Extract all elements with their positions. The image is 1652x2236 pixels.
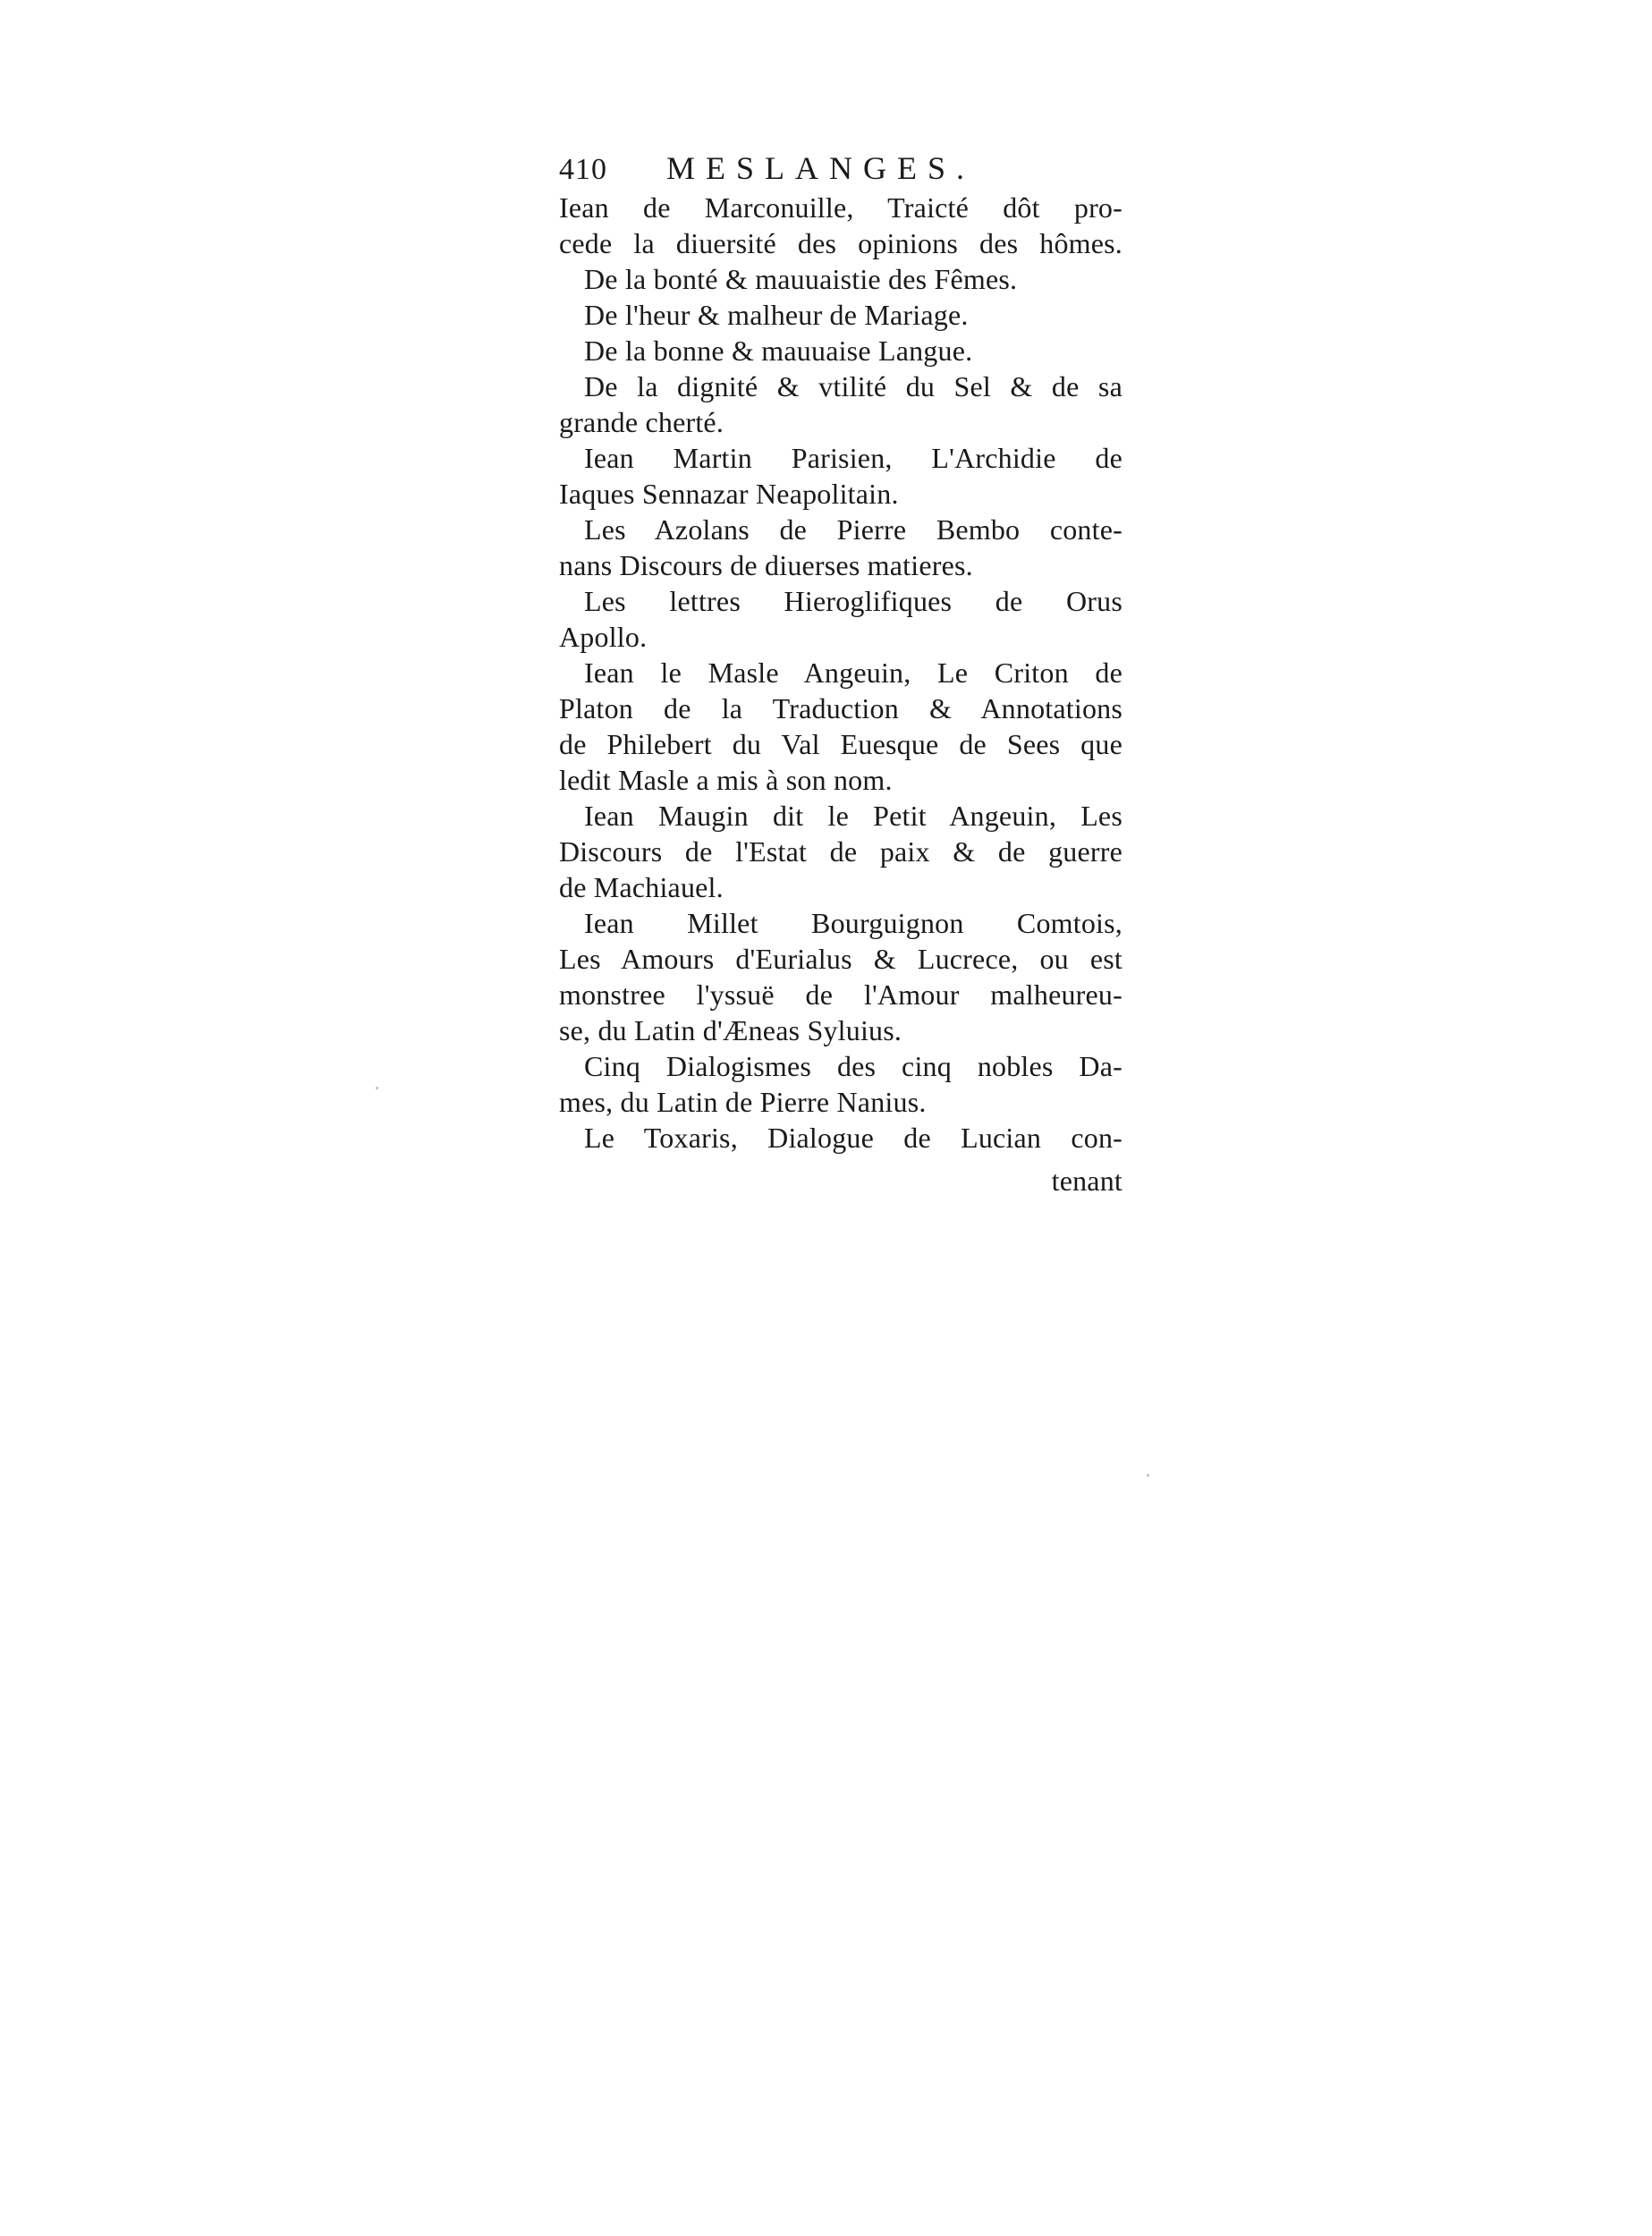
text-line: Les lettres Hieroglifiques de Orus [584,585,1123,617]
text-line: Iean Millet Bourguignon Comtois, [584,907,1123,939]
paper-speck [376,1087,378,1089]
text-line: de Machiauel. [559,871,724,903]
text-line: Cinq Dialogismes des cinq nobles Da- [584,1050,1123,1082]
text-line: grande cherté. [559,406,724,438]
text-line: ledit Masle a mis à son nom. [559,764,893,796]
text-line: nans Discours de diuerses matieres. [559,549,973,581]
page-header [559,150,1123,190]
text-line: monstree l'yssuë de l'Amour malheureu- [559,978,1123,1011]
text-line: De l'heur & malheur de Mariage. [584,299,969,331]
text-line: Iean Maugin dit le Petit Angeuin, Les [584,800,1123,832]
text-line: Iean Martin Parisien, L'Archidie de [584,442,1123,474]
text-line: Discours de l'Estat de paix & de guerre [559,835,1123,868]
text-line: De la bonne & mauuaise Langue. [584,335,973,367]
text-line: cede la diuersité des opinions des hômes. [559,227,1123,259]
text-lines [559,190,1123,1156]
text-line: Les Amours d'Eurialus & Lucrece, ou est [559,943,1123,975]
text-line: Iean le Masle Angeuin, Le Criton de [584,656,1123,689]
catchword: tenant [1051,1165,1123,1197]
page-number: 410 [559,153,607,186]
text-line: Le Toxaris, Dialogue de Lucian con- [584,1122,1123,1154]
text-line: Iean de Marconuille, Traicté dôt pro- [559,191,1123,224]
text-line: de Philebert du Val Euesque de Sees que [559,728,1123,760]
text-line: De la bonté & mauuaistie des Fêmes. [584,263,1018,295]
running-title: MESLANGES. [666,150,976,186]
text-line: se, du Latin d'Æneas Syluius. [559,1014,902,1046]
text-line: De la dignité & vtilité du Sel & de sa [584,370,1123,402]
text-line: Apollo. [559,621,648,653]
text-line: Platon de la Traduction & Annotations [559,692,1123,724]
paper-speck [1147,1474,1149,1477]
text-line: Les Azolans de Pierre Bembo conte- [584,513,1123,546]
text-line: mes, du Latin de Pierre Nanius. [559,1086,927,1118]
text-block [559,150,1123,1198]
text-line: Iaques Sennazar Neapolitain. [559,478,899,510]
